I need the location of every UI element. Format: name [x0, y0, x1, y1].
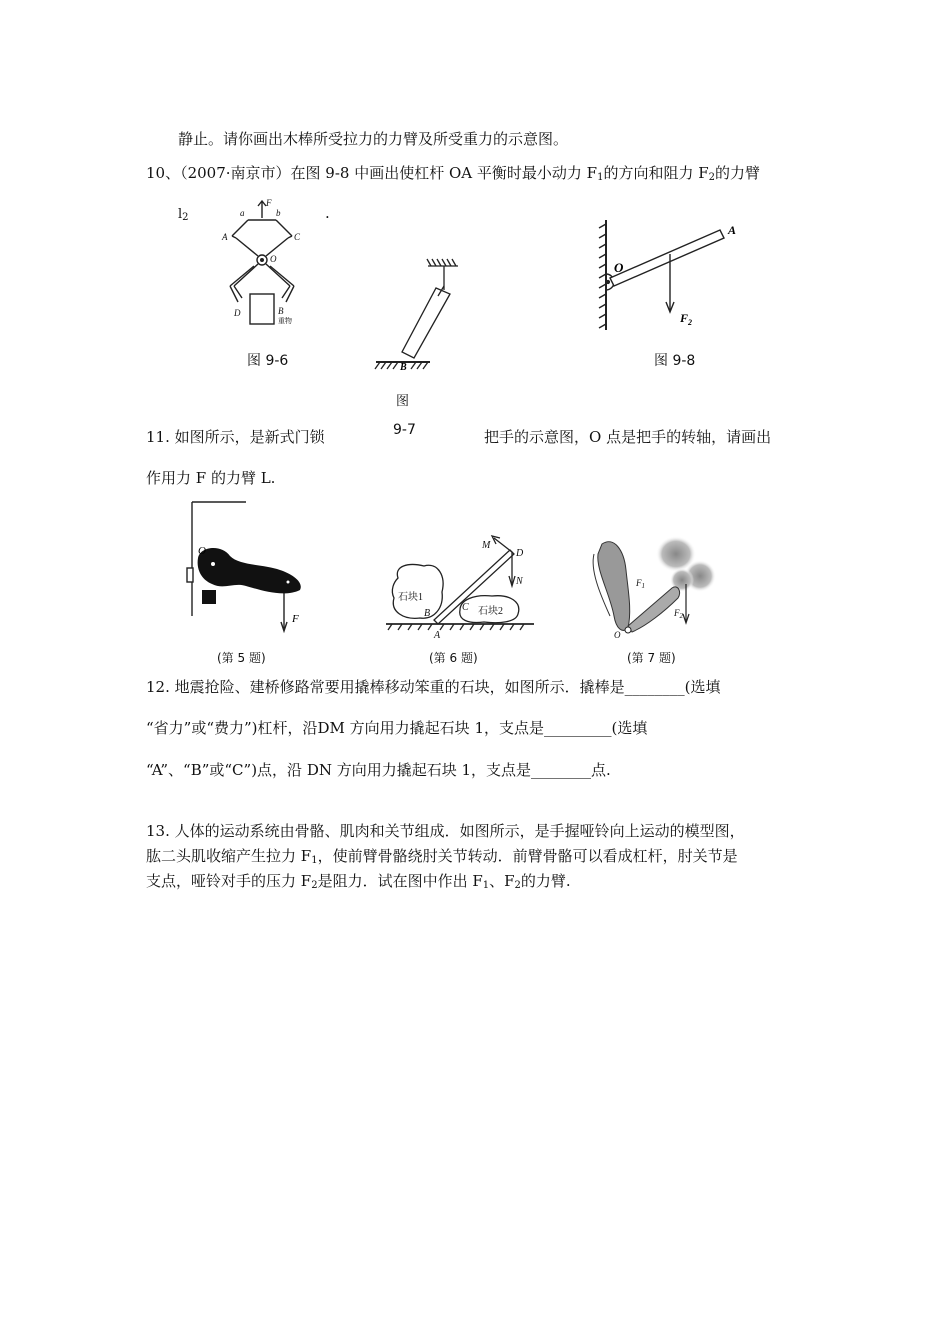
figure-9-7-rod — [370, 256, 460, 374]
fig97-caption-1: 图 — [396, 394, 410, 409]
figure-6-crowbar — [384, 532, 540, 642]
label-N: N — [516, 576, 523, 587]
q13-line3-d: 的力臂. — [520, 872, 571, 890]
q12-line1: 12. 地震抢险、建桥修路常要用撬棒移动笨重的石块，如图所示．撬棒是________(选填 — [146, 678, 721, 696]
label-B: B — [424, 608, 431, 619]
fig5-caption: (第 5 题) — [217, 651, 266, 665]
fig96-caption: 图 9-6 — [247, 353, 289, 369]
label-C: C — [294, 232, 301, 242]
label-D: D — [234, 308, 241, 318]
q13-line2-a: 肱二头肌收缩产生拉力 F — [146, 847, 312, 865]
fig98-caption: 图 9-8 — [654, 353, 696, 369]
q10-l2 — [178, 205, 189, 228]
label-B: B — [400, 362, 407, 373]
label-A: A — [728, 223, 737, 237]
q13-line3-sub: 2 — [311, 880, 318, 891]
label-F2: $F_2$ — [674, 608, 683, 620]
fig97-caption-2: 9-7 — [393, 422, 416, 438]
q10-dot: . — [325, 204, 330, 222]
q12-line3: “A”、“B”或“C”)点，沿 DN 方向用力撬起石块 1，支点是________点. — [146, 761, 611, 779]
label-stone1: 石块1 — [398, 592, 423, 603]
label-F: F — [292, 613, 299, 625]
q10-sub2: 2 — [708, 172, 716, 183]
figure-5-door-handle — [180, 498, 310, 638]
q10-sub1: 1 — [597, 172, 604, 183]
figure-7-arm-dumbbell — [584, 530, 720, 646]
label-M: M — [482, 540, 491, 551]
q13-line2-sub: 1 — [311, 855, 318, 866]
label-b: b — [276, 208, 281, 218]
q10-text — [146, 163, 760, 188]
label-C: C — [462, 602, 469, 613]
l2-sub: 2 — [182, 212, 189, 223]
q13-line1: 13. 人体的运动系统由骨骼、肌肉和关节组成．如图所示，是手握哑铃向上运动的模型图， — [146, 822, 745, 840]
q11-line1-a: 11. 如图所示，是新式门锁 — [146, 428, 325, 446]
q13-line3-a: 支点，哑铃对手的压力 F — [146, 872, 312, 890]
label-O: O — [614, 630, 621, 640]
label-heavy: 重物 — [278, 317, 292, 325]
label-B: B — [278, 306, 284, 316]
figure-9-6-tongs — [218, 198, 308, 330]
label-D: D — [516, 548, 524, 559]
fig6-caption: (第 6 题) — [429, 651, 478, 665]
fig7-caption: (第 7 题) — [627, 651, 676, 665]
label-O: O — [614, 260, 624, 275]
q12-line2: “省力”或“费力”)杠杆，沿DM 方向用力撬起石块 1，支点是_________(选填 — [146, 719, 648, 737]
label-O: O — [198, 545, 206, 557]
q13-line3 — [146, 871, 571, 896]
label-stone2: 石块2 — [478, 606, 503, 617]
label-O: O — [270, 254, 277, 264]
q10-prefix: 10、（2007·南京市）在图 9-8 中画出使杠杆 OA 平衡时最小动力 F — [146, 164, 598, 182]
q11-line2: 作用力 F 的力臂 L. — [146, 469, 276, 487]
q10-mid: 的方向和阻力 F — [603, 164, 709, 182]
q13-line3-sub1: 1 — [482, 880, 490, 891]
q9-text: 静止。请你画出木棒所受拉力的力臂及所受重力的示意图。 — [178, 130, 569, 148]
q13-line2-b: ，使前臂骨骼绕肘关节转动．前臂骨骼可以看成杠杆，肘关节是 — [317, 847, 738, 865]
q13-line2 — [146, 846, 738, 871]
label-F1: $F_1$ — [636, 578, 645, 590]
label-A: A — [434, 630, 441, 641]
q11-line1-b: 把手的示意图，O 点是把手的转轴，请画出 — [484, 428, 772, 446]
q13-line3-sub2: 2 — [514, 880, 521, 891]
l2-letter: l — [178, 207, 183, 222]
q10-suffix: 的力臂 — [715, 164, 761, 182]
label-a: a — [240, 208, 245, 218]
q13-line3-b: 是阻力．试在图中作出 F — [317, 872, 483, 890]
label-F: F — [266, 198, 272, 208]
q13-line3-c: 、F — [489, 872, 515, 890]
label-F2: $F_2$ — [680, 311, 693, 327]
figure-9-8-lever — [596, 214, 746, 334]
label-A: A — [222, 232, 228, 242]
